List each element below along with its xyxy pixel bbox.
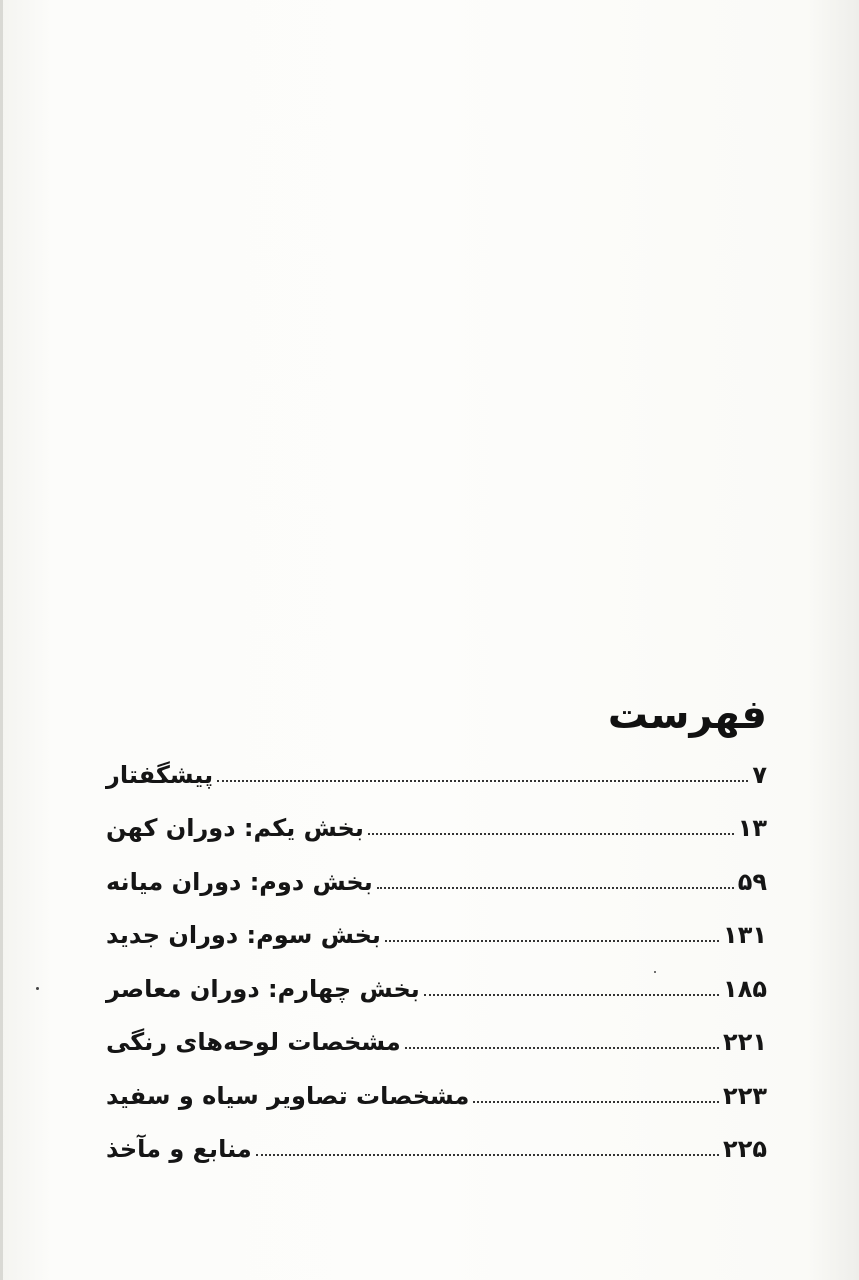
toc-entry — [106, 1061, 767, 1115]
toc-entry — [106, 740, 767, 794]
toc-entry — [106, 794, 767, 848]
toc-leader-dots — [385, 940, 719, 942]
toc-leader-dots — [473, 1101, 719, 1103]
toc-entry-page: ۷ — [752, 760, 767, 789]
toc-entry-page: ۲۲۵ — [723, 1135, 767, 1163]
toc-leader-dots — [424, 994, 719, 996]
toc-entry-page: ۲۲۱ — [723, 1028, 767, 1056]
toc-leader-dots — [377, 887, 734, 889]
toc-entry-label: بخش چهارم: دوران معاصر — [106, 974, 420, 1003]
toc-entry — [106, 901, 767, 955]
toc-entry — [106, 1115, 767, 1169]
toc-leader-dots — [217, 780, 748, 782]
toc-entry — [106, 954, 767, 1008]
toc-entry-page: ۱۳ — [737, 814, 767, 842]
toc-entry-label: بخش یکم: دوران کهن — [106, 814, 364, 842]
toc-list — [106, 740, 767, 1168]
toc-entry-page: ۵۹ — [737, 867, 767, 896]
toc-entry-label: منابع و مآخذ — [106, 1135, 252, 1163]
toc-leader-dots — [256, 1154, 719, 1156]
toc-leader-dots — [405, 1047, 719, 1049]
toc-entry — [106, 1008, 767, 1062]
toc-leader-dots — [368, 833, 734, 835]
toc-entry-page: ۱۳۱ — [723, 921, 767, 949]
toc-entry-page: ۲۲۳ — [723, 1081, 767, 1110]
toc-entry-label: بخش دوم: دوران میانه — [106, 867, 373, 896]
toc-entry-label: مشخصات لوحه‌های رنگی — [106, 1028, 401, 1056]
toc-entry-label: مشخصات تصاویر سیاه و سفید — [106, 1081, 470, 1110]
print-speck — [654, 971, 656, 973]
toc-entry-label: پیشگفتار — [106, 760, 214, 789]
print-speck — [36, 987, 39, 990]
toc-entry-label: بخش سوم: دوران جدید — [106, 921, 381, 949]
toc-entry — [106, 847, 767, 901]
page-edge — [0, 0, 3, 1280]
toc-entry-page: ۱۸۵ — [723, 974, 767, 1003]
toc-title: فهرست — [607, 691, 767, 738]
